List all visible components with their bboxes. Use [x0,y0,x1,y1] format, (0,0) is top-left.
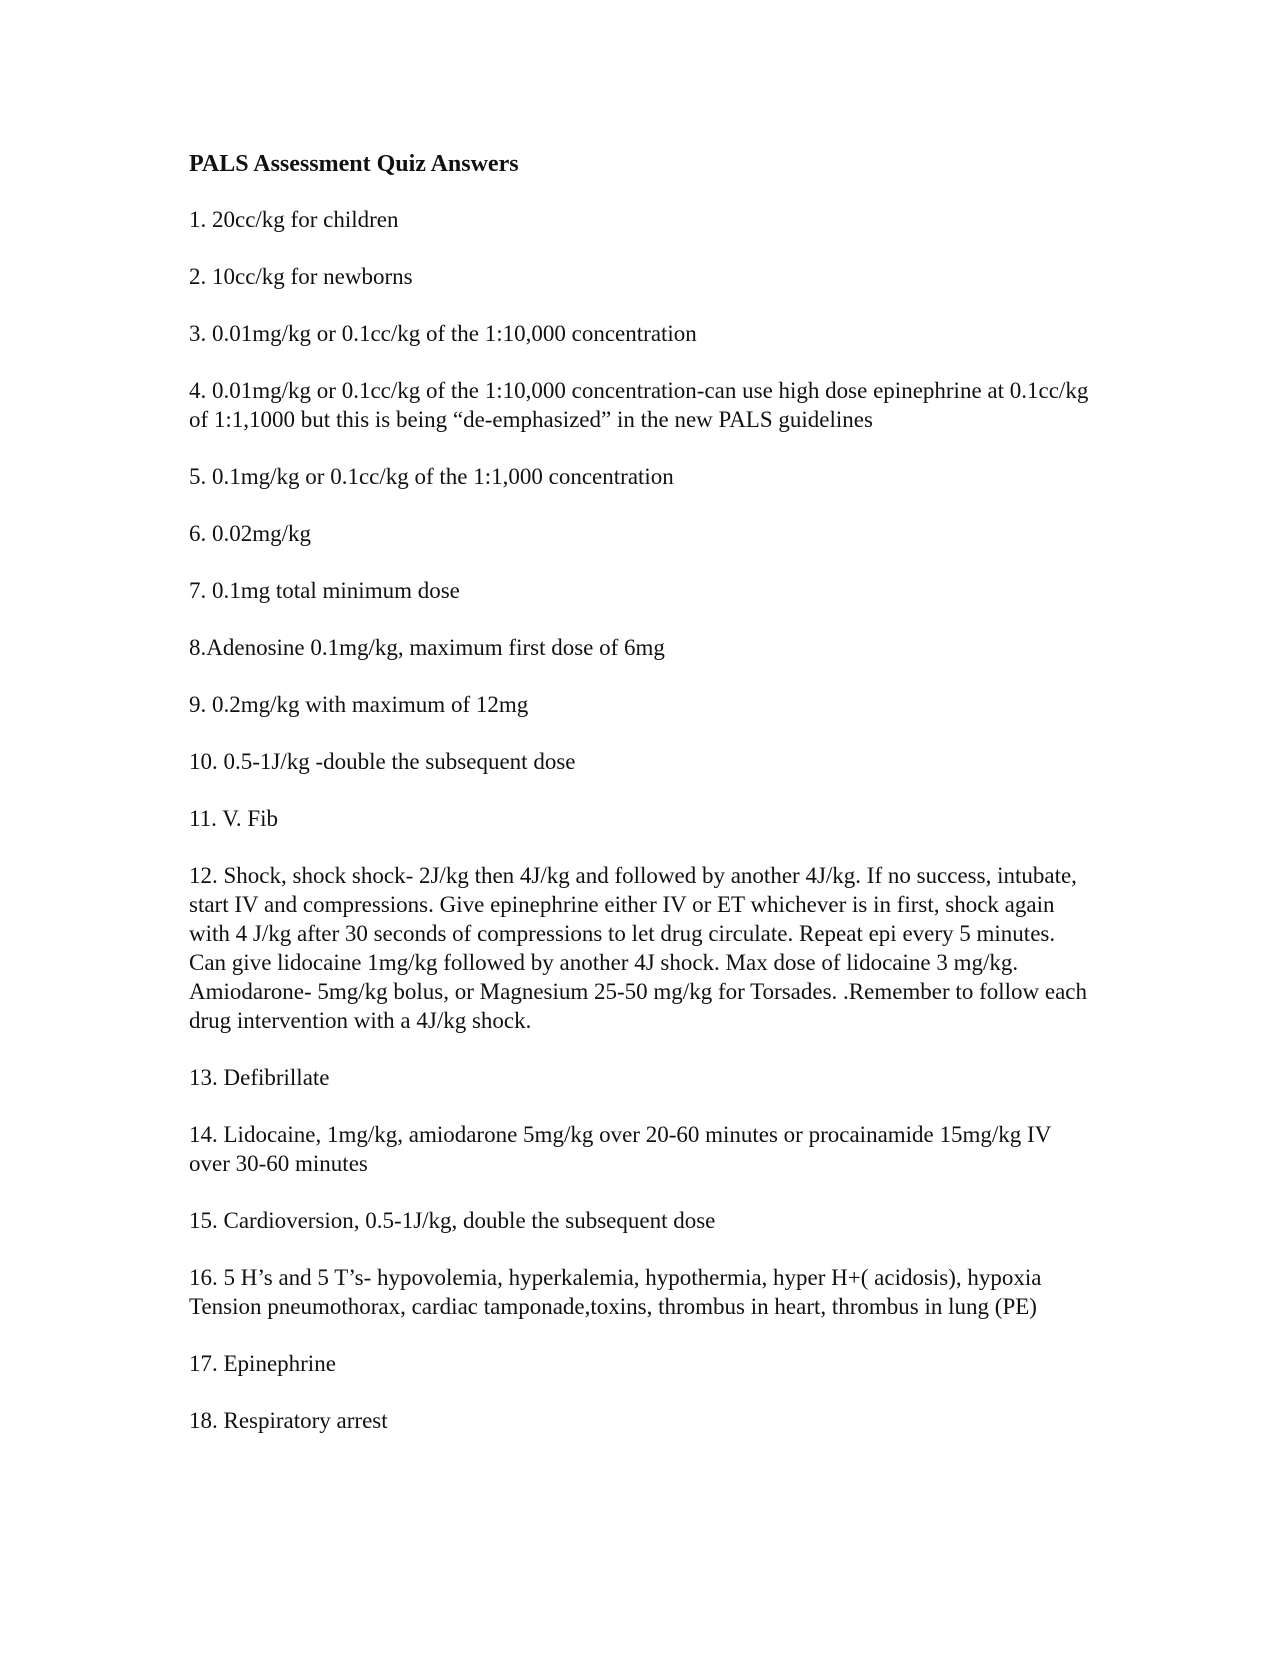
answer-6: 6. 0.02mg/kg [189,521,312,546]
answer-3: 3. 0.01mg/kg or 0.1cc/kg of the 1:10,000 concentration [189,321,697,346]
answer-5: 5. 0.1mg/kg or 0.1cc/kg of the 1:1,000 concentration [189,464,674,489]
answer-10: 10. 0.5-1J/kg -double the subsequent dose [189,749,576,774]
document-page [189,150,1089,1463]
answer-14: 14. Lidocaine, 1mg/kg, amiodarone 5mg/kg over 20-60 minutes or procainamide 15mg/kg IV over 30-60 minutes [189,1122,1051,1176]
answer-7: 7. 0.1mg total minimum dose [189,578,460,603]
answer-1: 1. 20cc/kg for children [189,207,399,232]
answer-13: 13. Defibrillate [189,1065,330,1090]
answer-9: 9. 0.2mg/kg with maximum of 12mg [189,692,529,717]
answer-4: 4. 0.01mg/kg or 0.1cc/kg of the 1:10,000 concentration-can use high dose epinephrine at 0.1cc/kg of 1:1,1000 but this is being “de-emphasized” in the new PALS guidelines [189,378,1089,432]
answer-18: 18. Respiratory arrest [189,1408,388,1433]
answer-8: 8.Adenosine 0.1mg/kg, maximum first dose of 6mg [189,635,665,660]
document-title: PALS Assessment Quiz Answers [189,151,519,177]
answer-17: 17. Epinephrine [189,1351,336,1376]
answer-11: 11. V. Fib [189,806,279,831]
answer-2: 2. 10cc/kg for newborns [189,264,413,289]
answer-16: 16. 5 H’s and 5 T’s- hypovolemia, hyperkalemia, hypothermia, hyper H+( acidosis), hypoxia Tension pneumothorax, cardiac tamponade,toxins, thrombus in heart, thrombus in lung (PE) [189,1265,1042,1319]
answer-12: 12. Shock, shock shock- 2J/kg then 4J/kg and followed by another 4J/kg. If no success, intubate, start IV and compressions. Give epinephrine either IV or ET whichever is in first, shock again with 4 J/kg after 30 seconds of compressions to let drug circulate. Repeat epi every 5 minutes. Can give lidocaine 1mg/kg followed by another 4J shock. Max dose of lidocaine 3 mg/kg. Amiodarone- 5mg/kg bolus, or Magnesium 25-50 mg/kg for Torsades. .Remember to follow each drug intervention with a 4J/kg shock. [189,863,1087,1033]
answer-15: 15. Cardioversion, 0.5-1J/kg, double the subsequent dose [189,1208,716,1233]
